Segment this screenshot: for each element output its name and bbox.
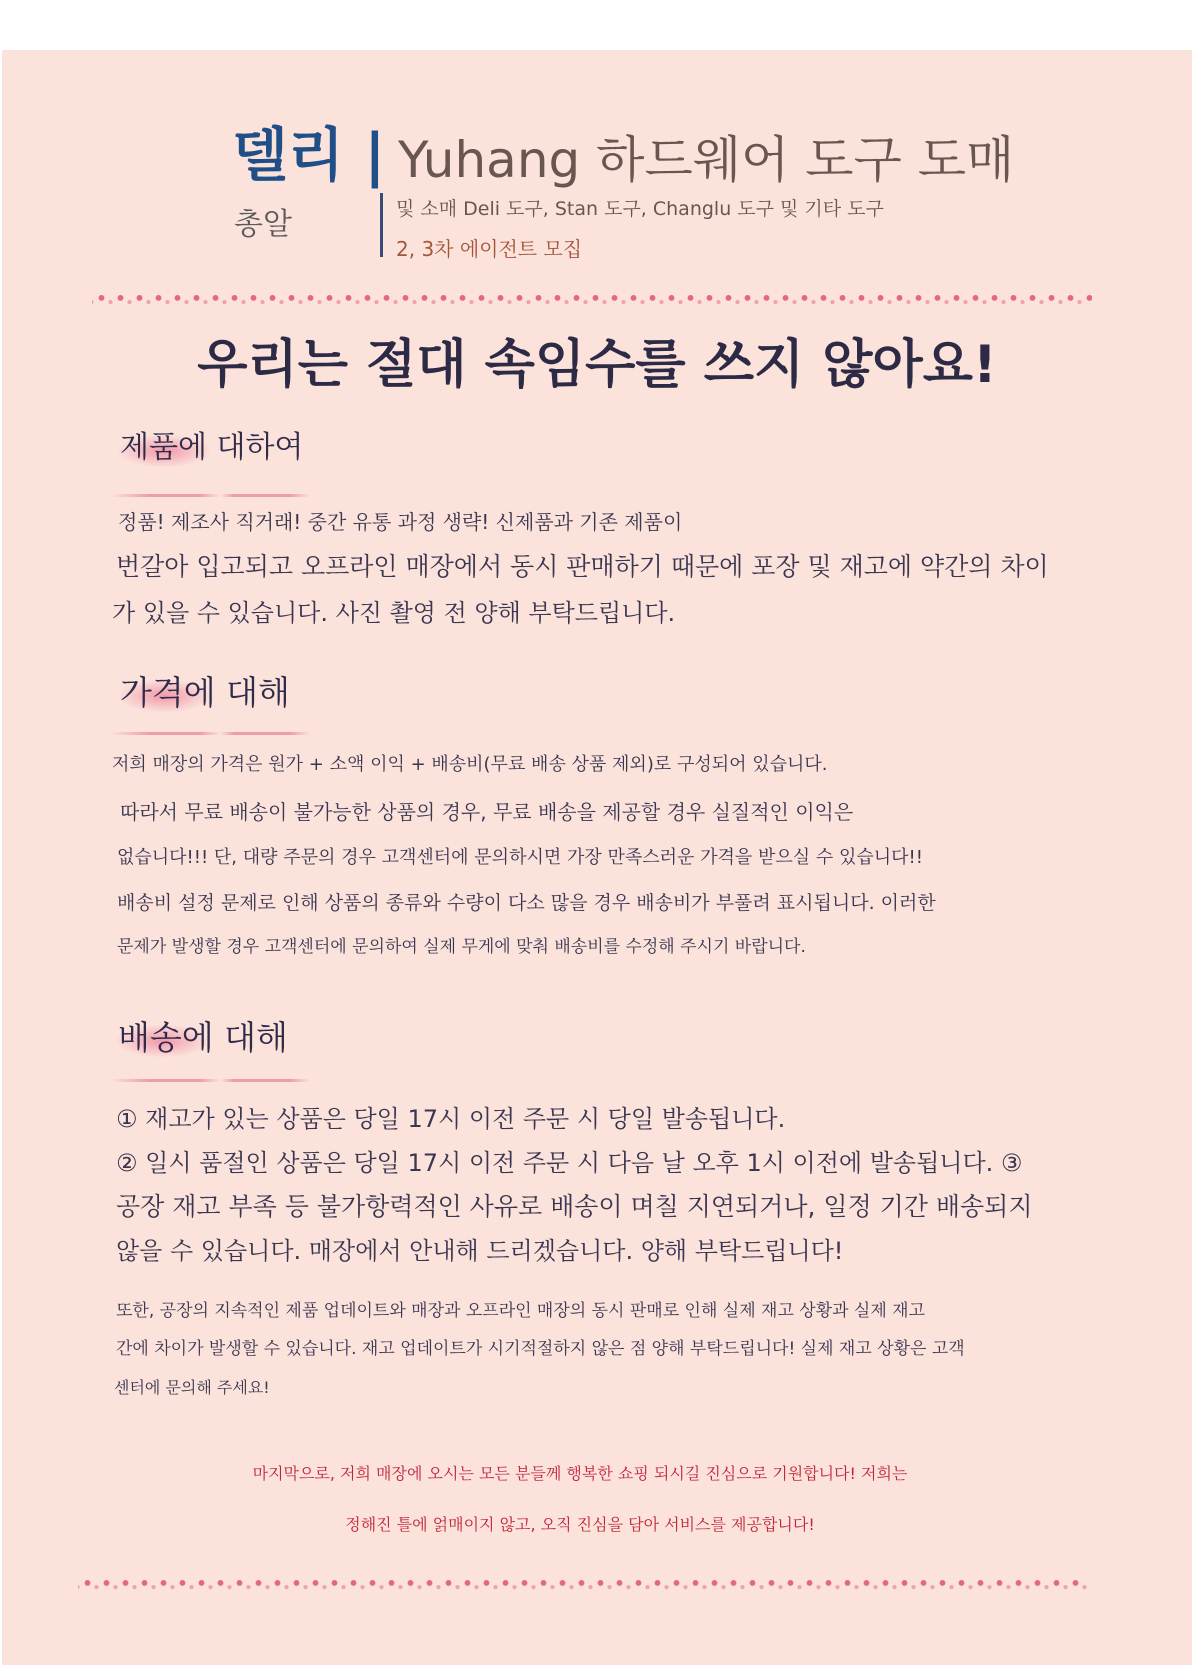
price-line-4: 배송비 설정 문제로 인해 상품의 종류와 수량이 다소 많을 경우 배송비가 부풀려 표시됩니다. 이러한 [117,892,936,914]
products-line-2: 번갈아 입고되고 오프라인 매장에서 동시 판매하기 때문에 포장 및 재고에 약간의 차이 [116,552,1049,581]
shipping-line-4: 않을 수 있습니다. 매장에서 안내해 드리겠습니다. 양해 부탁드립니다! [116,1237,844,1265]
shipping-line-1: ① 재고가 있는 상품은 당일 17시 이전 주문 시 당일 발송됩니다. [116,1105,786,1133]
shipping-note-3: 센터에 문의해 주세요! [114,1378,270,1397]
shipping-note-1: 또한, 공장의 지속적인 제품 업데이트와 매장과 오프라인 매장의 동시 판매로 인해 실제 재고 상황과 실제 재고 [116,1301,926,1321]
price-line-2: 따라서 무료 배송이 불가능한 상품의 경우, 무료 배송을 제공할 경우 실질적인 이익은 [120,800,854,824]
section-underline [110,1079,310,1082]
closing-line-1: 마지막으로, 저희 매장에 오시는 모든 분들께 행복한 쇼핑 되시길 진심으로 기원합니다! 저희는 [252,1464,908,1483]
dotted-divider-top [92,293,1092,307]
header-recruit: 2, 3차 에이전트 모집 [396,237,583,261]
header-description: 및 소매 Deli 도구, Stan 도구, Changlu 도구 및 기타 도구 [396,198,884,220]
closing-line-2: 정해진 틀에 얽매이지 않고, 오직 진심을 담아 서비스를 제공합니다! [345,1515,815,1534]
products-line-1: 정품! 제조사 직거래! 중간 유통 과정 생략! 신제품과 기존 제품이 [118,510,683,534]
brand-subtitle: 총알 [234,207,292,242]
shipping-line-3: 공장 재고 부족 등 불가항력적인 사유로 배송이 며칠 지연되거나, 일정 기간 배송되지 [116,1192,1033,1221]
section-underline [110,732,310,735]
shipping-note-2: 간에 차이가 발생할 수 있습니다. 재고 업데이트가 시기적절하지 않은 점 양해 부탁드립니다! 실제 재고 상황은 고객 [116,1339,965,1359]
section-title-shipping: 배송에 대해 [118,1018,288,1057]
price-line-5: 문제가 발생할 경우 고객센터에 문의하여 실제 무게에 맞춰 배송비를 수정해 주시기 바랍니다. [117,937,806,957]
shipping-line-2: ② 일시 품절인 상품은 당일 17시 이전 주문 시 다음 날 오후 1시 이전에 발송됩니다. ③ [116,1149,1023,1177]
section-title-price: 가격에 대해 [120,673,290,712]
header-divider [380,193,383,257]
products-line-3: 가 있을 수 있습니다. 사진 촬영 전 양해 부탁드립니다. [112,599,676,627]
section-underline [110,494,310,497]
dotted-divider-bottom [78,1578,1088,1592]
section-title-products: 제품에 대하여 [120,428,303,468]
brand-logo-text: 델리 | [232,121,386,189]
price-line-3: 없습니다!!! 단, 대량 주문의 경우 고객센터에 문의하시면 가장 만족스러운 가격을 받으실 수 있습니다!! [117,847,923,868]
main-headline: 우리는 절대 속임수를 쓰지 않아요! [197,335,997,395]
header-title: Yuhang 하드웨어 도구 도매 [398,131,1015,189]
price-line-1: 저희 매장의 가격은 원가 + 소액 이익 + 배송비(무료 배송 상품 제외)로 구성되어 있습니다. [112,754,828,775]
